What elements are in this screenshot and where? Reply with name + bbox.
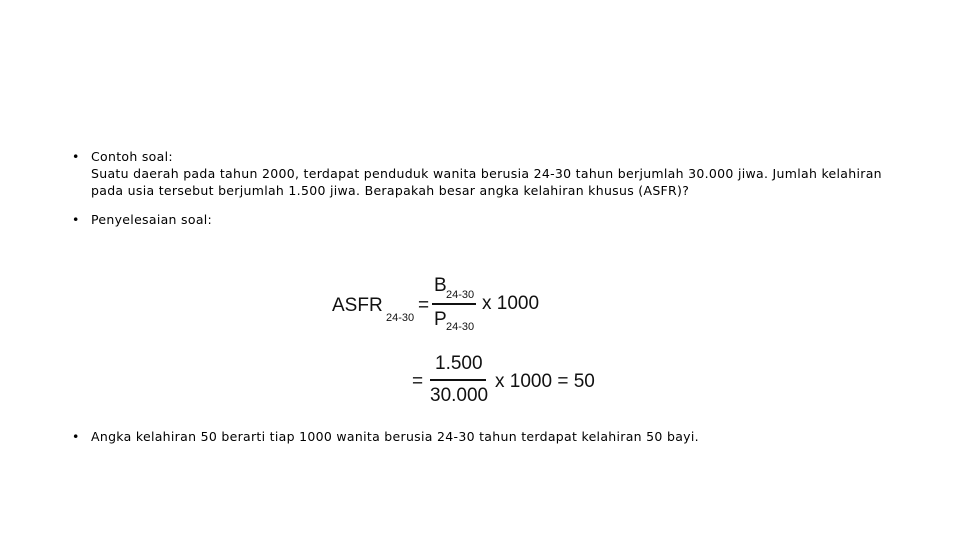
step2-equals: =: [412, 371, 424, 392]
formula-denominator-symbol: P: [434, 309, 447, 330]
formula-equals: =: [418, 295, 430, 316]
formula-numerator-subscript: 24-30: [446, 289, 475, 301]
bullet-solution: [72, 211, 472, 228]
step2-numerator: 1.500: [435, 353, 483, 374]
question-label: Contoh soal:: [91, 149, 173, 164]
bullet-question: [72, 148, 892, 199]
formula-lhs-subscript: 24-30: [386, 312, 415, 324]
step2-denominator: 30.000: [430, 385, 489, 406]
bullet-dot-icon: •: [72, 149, 80, 164]
fraction-bar: [432, 303, 476, 305]
step2-fraction-bar: [430, 379, 486, 381]
formula-numerator-symbol: B: [434, 275, 447, 296]
conclusion-text: Angka kelahiran 50 berarti tiap 1000 wanita berusia 24-30 tahun terdapat kelahiran 50 bayi.: [91, 429, 699, 444]
bullet-conclusion: [72, 428, 832, 445]
formula-denominator-subscript: 24-30: [446, 321, 475, 333]
bullet-dot-icon: •: [72, 212, 80, 227]
solution-label: Penyelesaian soal:: [91, 212, 213, 227]
bullet-dot-icon: •: [72, 429, 80, 444]
formula-multiplier: x 1000: [482, 293, 540, 314]
question-text: Suatu daerah pada tahun 2000, terdapat penduduk wanita berusia 24-30 tahun berjumlah 30.000 jiwa. Jumlah kelahiran pada usia tersebut berjumlah 1.500 jiwa. Berapakah besar angka kelahiran khusus (ASFR)?: [91, 166, 882, 198]
asfr-formula: [330, 268, 600, 413]
formula-lhs: ASFR: [332, 295, 383, 316]
step2-result: x 1000 = 50: [495, 371, 595, 392]
